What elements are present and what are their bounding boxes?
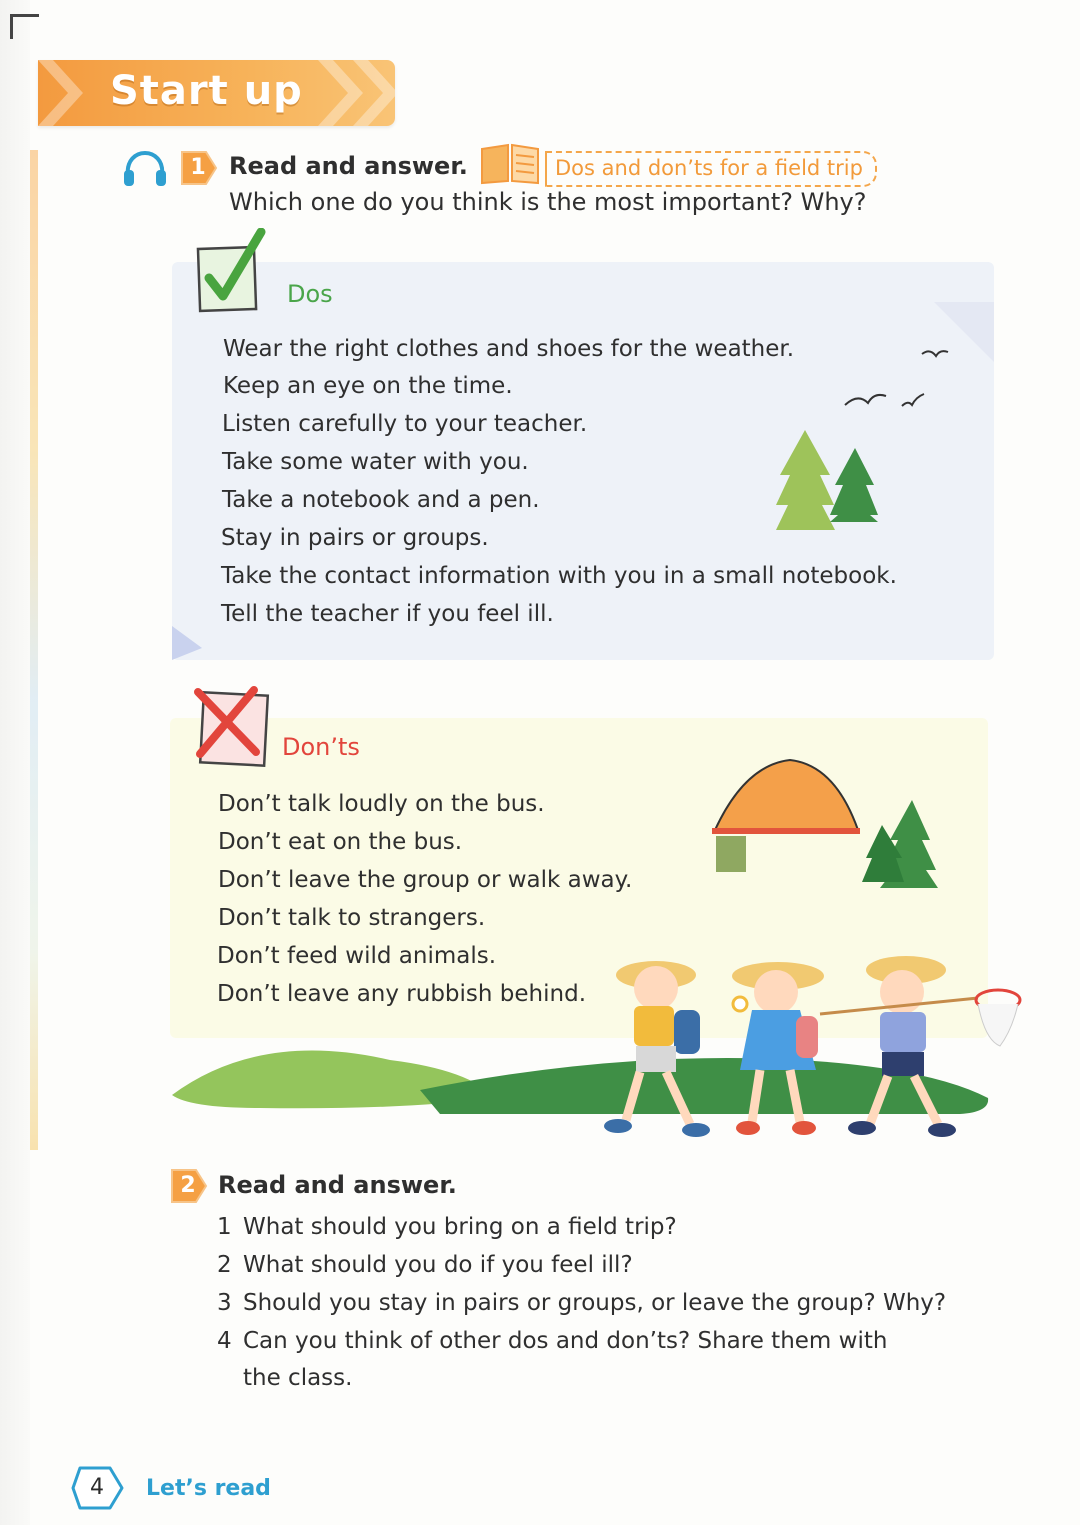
- item-text: What should you bring on a field trip?: [243, 1214, 677, 1240]
- dos-item: Take some water with you.: [222, 449, 529, 475]
- page-number: 4: [90, 1475, 104, 1500]
- question-2-item: [217, 1252, 633, 1278]
- question-1-badge: [178, 150, 218, 186]
- question-2-item: [217, 1214, 677, 1240]
- dos-item: Take the contact information with you in a small notebook.: [221, 563, 897, 589]
- item-text: What should you do if you feel ill?: [243, 1252, 633, 1278]
- footer-label: Let’s read: [146, 1476, 271, 1501]
- corner-mark: [10, 14, 39, 39]
- question-1-subtitle: Which one do you think is the most important? Why?: [229, 188, 867, 216]
- question-1-number: 1: [190, 155, 206, 180]
- donts-item: Don’t leave the group or walk away.: [218, 867, 633, 893]
- page-spine: [30, 150, 38, 1150]
- item-number: 2: [217, 1252, 232, 1278]
- question-1-title: Read and answer.: [229, 152, 468, 180]
- corner-fold-decoration: [934, 302, 994, 362]
- page-number-badge: [70, 1465, 124, 1515]
- donts-item: Don’t feed wild animals.: [217, 943, 497, 969]
- donts-item: Don’t eat on the bus.: [218, 829, 463, 855]
- donts-item: Don’t talk loudly on the bus.: [218, 791, 545, 817]
- donts-label: Don’ts: [282, 733, 360, 761]
- dos-item: Stay in pairs or groups.: [221, 525, 489, 551]
- dos-item: Listen carefully to your teacher.: [222, 411, 588, 437]
- item-text: Should you stay in pairs or groups, or leave the group? Why?: [243, 1290, 947, 1316]
- dos-item: Keep an eye on the time.: [223, 373, 513, 399]
- open-book-icon: [480, 143, 542, 185]
- question-2-title: Read and answer.: [218, 1171, 457, 1199]
- headphones-icon[interactable]: [122, 150, 168, 188]
- item-text: Can you think of other dos and don’ts? Share them with: [243, 1328, 888, 1354]
- cross-mark-icon: [192, 686, 272, 770]
- dos-item: Tell the teacher if you feel ill.: [221, 601, 554, 627]
- page-edge: [0, 0, 30, 1525]
- hill-icon: [172, 1051, 988, 1114]
- dos-item: Wear the right clothes and shoes for the weather.: [223, 336, 795, 362]
- donts-item: Don’t leave any rubbish behind.: [217, 981, 586, 1007]
- corner-triangle-decoration: [172, 626, 212, 660]
- section-banner: [38, 60, 395, 126]
- item-number: 1: [217, 1214, 232, 1240]
- chevron-decoration: [38, 60, 88, 126]
- chevron-decoration: [343, 60, 395, 126]
- item-number: 4: [217, 1328, 232, 1354]
- question-2-item-continuation: the class.: [243, 1365, 353, 1391]
- question-2-item: [217, 1328, 887, 1354]
- donts-item: Don’t talk to strangers.: [218, 905, 486, 931]
- dos-item: Take a notebook and a pen.: [222, 487, 540, 513]
- item-number: 3: [217, 1290, 232, 1316]
- dos-label: Dos: [287, 280, 333, 308]
- text-type-tag: Dos and don’ts for a field trip: [545, 151, 877, 187]
- banner-title: Start up: [110, 68, 303, 114]
- question-2-number: 2: [180, 1173, 196, 1198]
- check-mark-icon: [195, 228, 267, 314]
- question-2-badge: [168, 1168, 208, 1204]
- question-2-item: [217, 1290, 946, 1316]
